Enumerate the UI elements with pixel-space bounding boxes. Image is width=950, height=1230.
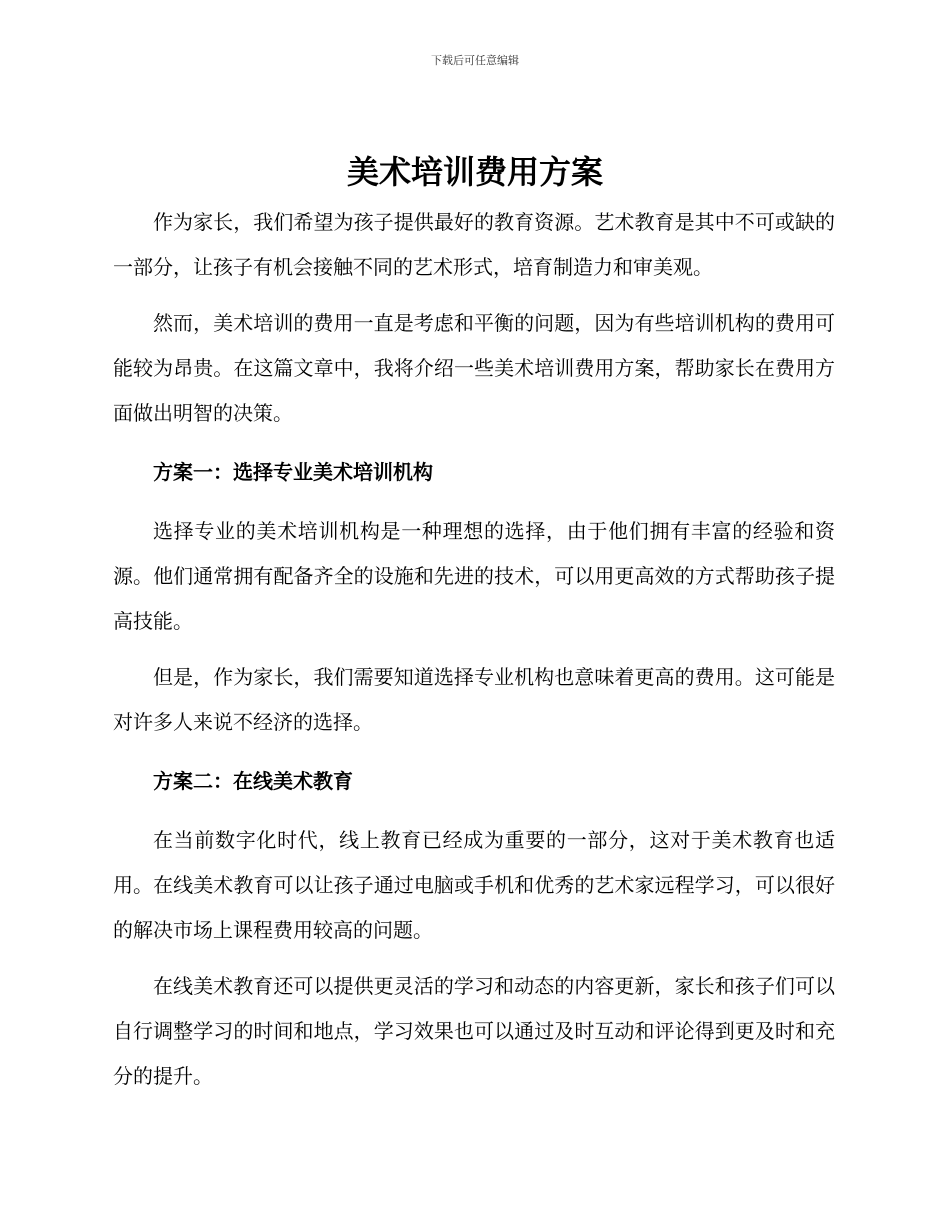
- header-note: 下载后可任意编辑: [431, 54, 519, 67]
- document-body: [113, 200, 835, 1099]
- section-1-heading: 方案一：选择专业美术培训机构: [153, 460, 433, 484]
- document-title: 美术培训费用方案: [346, 153, 603, 191]
- section-2-paragraph-1: 在当前数字化时代，线上教育已经成为重要的一部分，这对于美术教育也适用。在线美术教育可以让孩子通过电脑或手机和优秀的艺术家远程学习，可以很好的解决市场上课程费用较高的问题。: [113, 828, 835, 942]
- section-1-paragraph-2: 但是，作为家长，我们需要知道选择专业机构也意味着更高的费用。这可能是对许多人来说不经济的选择。: [113, 665, 835, 734]
- intro-paragraph-2: 然而，美术培训的费用一直是考虑和平衡的问题，因为有些培训机构的费用可能较为昂贵。在这篇文章中，我将介绍一些美术培训费用方案，帮助家长在费用方面做出明智的决策。: [113, 311, 835, 425]
- section-2-heading: 方案二：在线美术教育: [153, 769, 353, 793]
- intro-paragraph-1: 作为家长，我们希望为孩子提供最好的教育资源。艺术教育是其中不可或缺的一部分，让孩子有机会接触不同的艺术形式，培育制造力和审美观。: [113, 210, 835, 279]
- section-2-paragraph-2: 在线美术教育还可以提供更灵活的学习和动态的内容更新，家长和孩子们可以自行调整学习的时间和地点，学习效果也可以通过及时互动和评论得到更及时和充分的提升。: [113, 974, 835, 1088]
- section-1-paragraph-1: 选择专业的美术培训机构是一种理想的选择，由于他们拥有丰富的经验和资源。他们通常拥有配备齐全的设施和先进的技术，可以用更高效的方式帮助孩子提高技能。: [113, 519, 835, 633]
